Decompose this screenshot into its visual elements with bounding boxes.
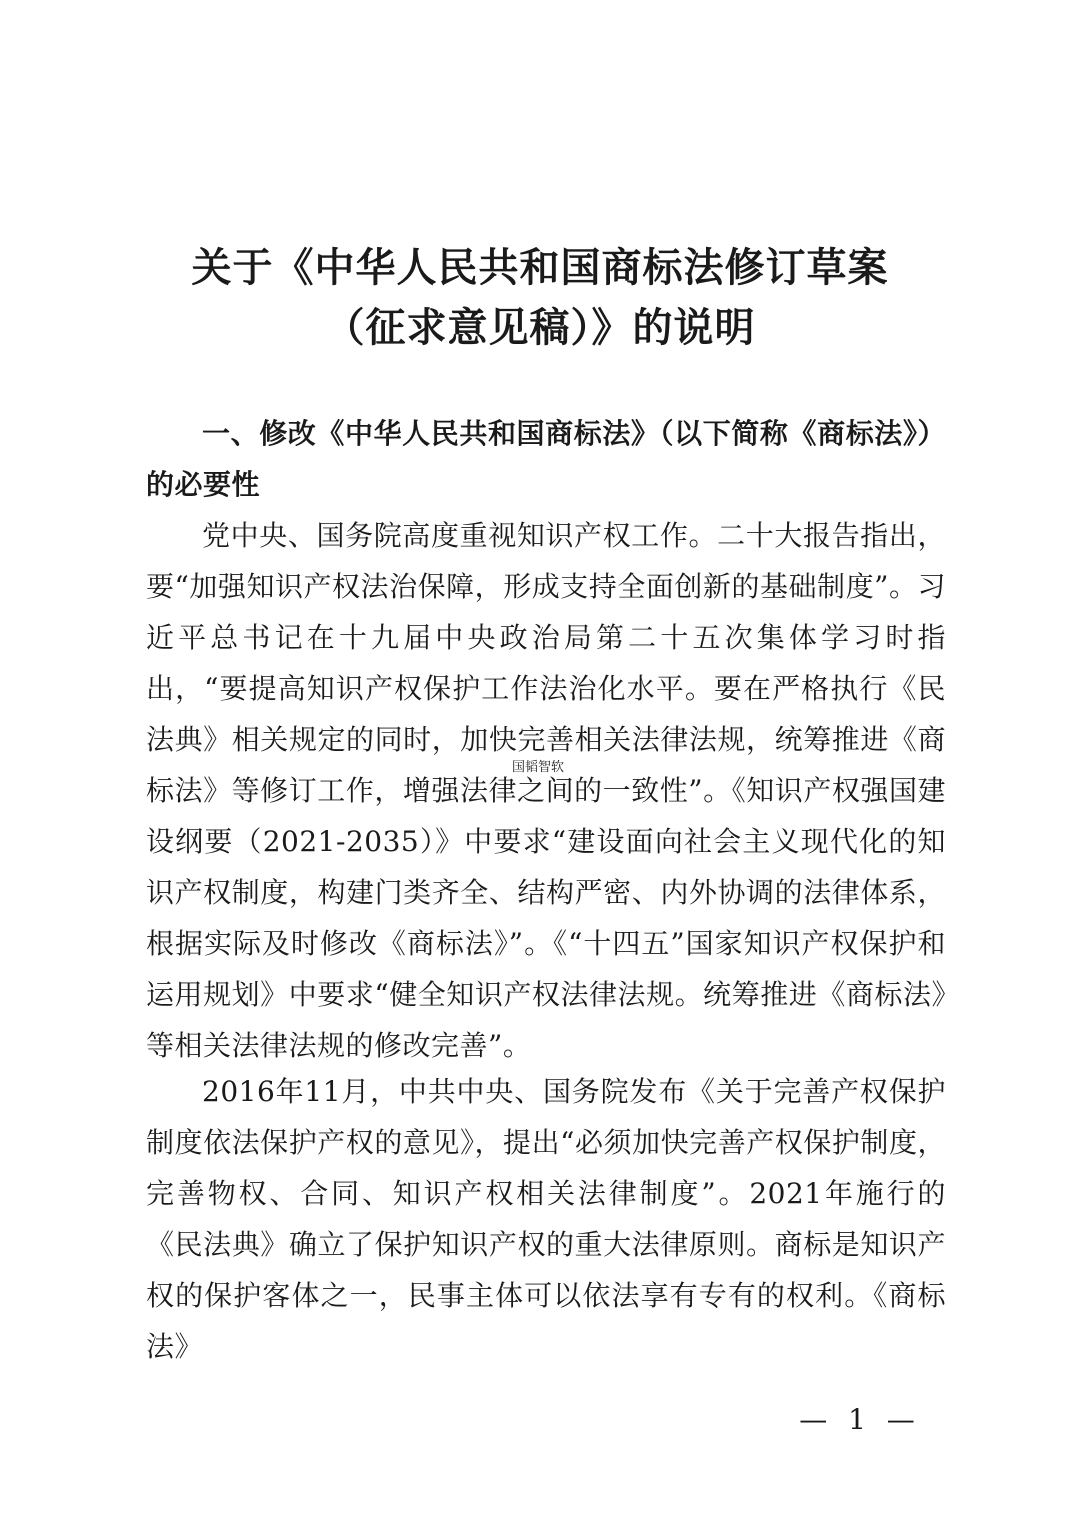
document-title-line-2: （征求意见稿）》的说明 (324, 305, 756, 351)
document-title-line-1: 关于《中华人民共和国商标法修订草案 (191, 245, 889, 291)
watermark-text: 国韬智软 (512, 760, 565, 775)
section-heading: 一、修改《中华人民共和国商标法》（以下简称《商标法》）的必要性 (146, 417, 946, 501)
paragraph-1: 党中央、国务院高度重视知识产权工作。二十大报告指出，要“加强知识产权法治保障，形成支持全面创新的基础制度”。习近平总书记在十九届中央政治局第二十五次集体学习时指出，“要提高知识产权保护工作法治化水平。要在严格执行《民法典》相关规定的同时，加快完善相关法律法规，统筹推进《商标法》等修订工作，增强法律之间的一致性”。《知识产权强国建设纲要（2021-2035）》中要求“建设面向社会主义现代化的知识产权制度，构建门类齐全、结构严密、内外协调的法律体系，根据实际及时修改《商标法》”。《“十四五”国家知识产权保护和运用规划》中要求“健全知识产权法律法规。统筹推进《商标法》等相关法律法规的修改完善”。 (146, 519, 946, 1062)
paragraph-2: 2016年11月，中共中央、国务院发布《关于完善产权保护制度依法保护产权的意见》，提出“必须加快完善产权保护制度，完善物权、合同、知识产权相关法律制度”。2021年施行的《民法典》确立了保护知识产权的重大法律原则。商标是知识产权的保护客体之一，民事主体可以依法享有专有的权利。《商标法》 (146, 1075, 946, 1363)
page-number: — 1 — (799, 1403, 921, 1436)
